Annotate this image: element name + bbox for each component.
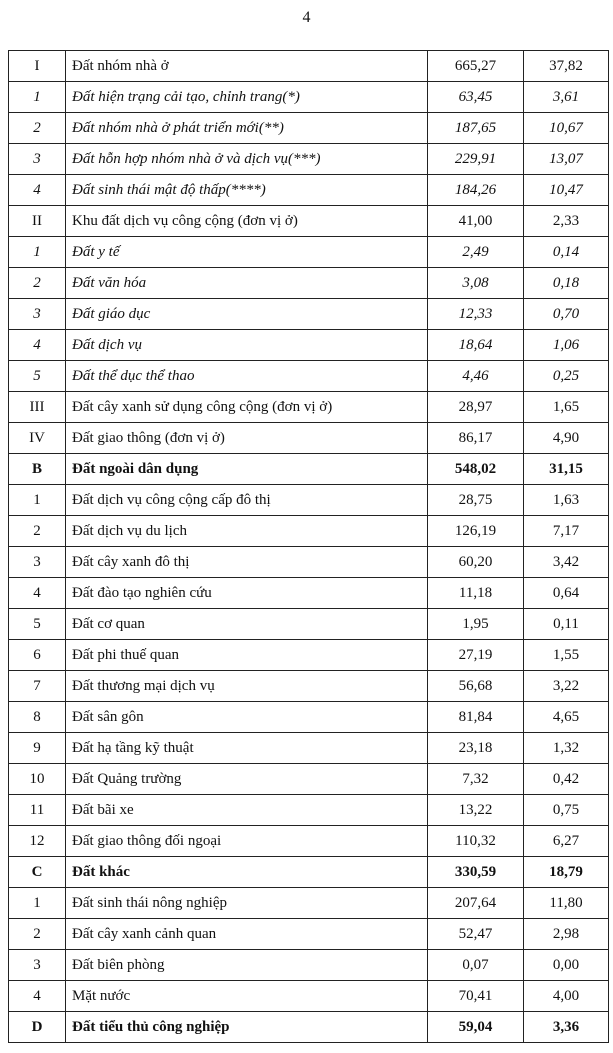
row-area: 1,95 (428, 609, 524, 640)
row-area: 59,04 (428, 1012, 524, 1043)
row-index: 1 (9, 237, 66, 268)
table-row (9, 795, 609, 826)
table-row (9, 547, 609, 578)
row-land-type: Đất y tế (66, 237, 428, 268)
row-percent: 0,18 (524, 268, 609, 299)
row-land-type: Đất cơ quan (66, 609, 428, 640)
row-area: 63,45 (428, 82, 524, 113)
row-area: 126,19 (428, 516, 524, 547)
row-land-type: Đất bãi xe (66, 795, 428, 826)
row-percent: 3,42 (524, 547, 609, 578)
row-percent: 10,47 (524, 175, 609, 206)
row-percent: 37,82 (524, 51, 609, 82)
row-percent: 0,70 (524, 299, 609, 330)
table-row (9, 330, 609, 361)
table-row (9, 640, 609, 671)
row-index: C (9, 857, 66, 888)
row-area: 56,68 (428, 671, 524, 702)
row-land-type: Đất dịch vụ (66, 330, 428, 361)
row-land-type: Đất nhóm nhà ở (66, 51, 428, 82)
row-percent: 0,11 (524, 609, 609, 640)
table-row (9, 113, 609, 144)
row-land-type: Đất dịch vụ du lịch (66, 516, 428, 547)
table-row (9, 733, 609, 764)
row-index: 3 (9, 950, 66, 981)
row-area: 27,19 (428, 640, 524, 671)
row-land-type: Đất nhóm nhà ở phát triển mới(**) (66, 113, 428, 144)
row-percent: 3,22 (524, 671, 609, 702)
row-index: 2 (9, 113, 66, 144)
row-area: 23,18 (428, 733, 524, 764)
row-percent: 0,75 (524, 795, 609, 826)
row-area: 0,07 (428, 950, 524, 981)
row-index: B (9, 454, 66, 485)
row-percent: 0,25 (524, 361, 609, 392)
row-percent: 7,17 (524, 516, 609, 547)
row-percent: 18,79 (524, 857, 609, 888)
row-index: D (9, 1012, 66, 1043)
row-area: 11,18 (428, 578, 524, 609)
table-row (9, 826, 609, 857)
row-index: 3 (9, 547, 66, 578)
row-percent: 0,00 (524, 950, 609, 981)
row-area: 81,84 (428, 702, 524, 733)
row-index: 4 (9, 175, 66, 206)
row-index: 9 (9, 733, 66, 764)
table-row (9, 82, 609, 113)
row-land-type: Đất cây xanh đô thị (66, 547, 428, 578)
table-row (9, 485, 609, 516)
row-index: 7 (9, 671, 66, 702)
row-area: 229,91 (428, 144, 524, 175)
row-land-type: Đất thể dục thể thao (66, 361, 428, 392)
row-percent: 2,33 (524, 206, 609, 237)
row-area: 187,65 (428, 113, 524, 144)
table-row (9, 423, 609, 454)
row-index: 5 (9, 361, 66, 392)
row-land-type: Đất cây xanh sử dụng công cộng (đơn vị ở) (66, 392, 428, 423)
row-percent: 0,64 (524, 578, 609, 609)
row-land-type: Đất sinh thái mật độ thấp(****) (66, 175, 428, 206)
row-land-type: Đất giao thông (đơn vị ở) (66, 423, 428, 454)
row-index: 1 (9, 888, 66, 919)
row-land-type: Đất khác (66, 857, 428, 888)
row-land-type: Đất biên phòng (66, 950, 428, 981)
row-percent: 13,07 (524, 144, 609, 175)
row-percent: 1,65 (524, 392, 609, 423)
row-area: 18,64 (428, 330, 524, 361)
row-percent: 4,65 (524, 702, 609, 733)
row-area: 207,64 (428, 888, 524, 919)
row-percent: 1,63 (524, 485, 609, 516)
table-row (9, 144, 609, 175)
row-land-type: Đất hiện trạng cải tạo, chỉnh trang(*) (66, 82, 428, 113)
row-percent: 1,06 (524, 330, 609, 361)
table-row (9, 609, 609, 640)
row-index: I (9, 51, 66, 82)
row-index: 11 (9, 795, 66, 826)
row-percent: 1,32 (524, 733, 609, 764)
row-land-type: Đất Quảng trường (66, 764, 428, 795)
row-index: 4 (9, 981, 66, 1012)
row-land-type: Đất văn hóa (66, 268, 428, 299)
row-index: 12 (9, 826, 66, 857)
table-row (9, 919, 609, 950)
row-area: 70,41 (428, 981, 524, 1012)
row-area: 4,46 (428, 361, 524, 392)
row-area: 184,26 (428, 175, 524, 206)
table-row (9, 702, 609, 733)
row-area: 330,59 (428, 857, 524, 888)
row-index: 1 (9, 82, 66, 113)
table-row (9, 268, 609, 299)
row-land-type: Khu đất dịch vụ công cộng (đơn vị ở) (66, 206, 428, 237)
row-index: 3 (9, 299, 66, 330)
row-index: 4 (9, 330, 66, 361)
table-row (9, 392, 609, 423)
row-percent: 1,55 (524, 640, 609, 671)
table-row (9, 299, 609, 330)
row-area: 3,08 (428, 268, 524, 299)
row-area: 60,20 (428, 547, 524, 578)
row-land-type: Mặt nước (66, 981, 428, 1012)
table-row (9, 237, 609, 268)
row-percent: 3,36 (524, 1012, 609, 1043)
table-row (9, 764, 609, 795)
row-land-type: Đất giáo dục (66, 299, 428, 330)
table-row (9, 175, 609, 206)
row-index: 6 (9, 640, 66, 671)
row-land-type: Đất đào tạo nghiên cứu (66, 578, 428, 609)
row-area: 28,97 (428, 392, 524, 423)
row-percent: 4,00 (524, 981, 609, 1012)
row-land-type: Đất hạ tầng kỹ thuật (66, 733, 428, 764)
table-row (9, 671, 609, 702)
table-row (9, 454, 609, 485)
row-index: 1 (9, 485, 66, 516)
row-index: IV (9, 423, 66, 454)
row-area: 41,00 (428, 206, 524, 237)
row-index: 2 (9, 516, 66, 547)
row-land-type: Đất hỗn hợp nhóm nhà ở và dịch vụ(***) (66, 144, 428, 175)
row-area: 548,02 (428, 454, 524, 485)
row-area: 110,32 (428, 826, 524, 857)
table-row (9, 857, 609, 888)
row-index: 10 (9, 764, 66, 795)
table-row (9, 578, 609, 609)
row-percent: 0,42 (524, 764, 609, 795)
row-area: 28,75 (428, 485, 524, 516)
land-use-table-body (9, 51, 609, 1043)
table-row (9, 981, 609, 1012)
row-percent: 0,14 (524, 237, 609, 268)
row-land-type: Đất giao thông đối ngoại (66, 826, 428, 857)
row-area: 52,47 (428, 919, 524, 950)
row-land-type: Đất thương mại dịch vụ (66, 671, 428, 702)
row-land-type: Đất cây xanh cảnh quan (66, 919, 428, 950)
row-index: 5 (9, 609, 66, 640)
row-percent: 10,67 (524, 113, 609, 144)
page-number: 4 (302, 9, 311, 26)
table-row (9, 361, 609, 392)
row-index: 2 (9, 919, 66, 950)
row-area: 2,49 (428, 237, 524, 268)
row-area: 86,17 (428, 423, 524, 454)
row-area: 13,22 (428, 795, 524, 826)
row-index: 2 (9, 268, 66, 299)
row-index: II (9, 206, 66, 237)
row-land-type: Đất tiểu thủ công nghiệp (66, 1012, 428, 1043)
table-row (9, 516, 609, 547)
table-row (9, 950, 609, 981)
row-percent: 6,27 (524, 826, 609, 857)
land-use-table (8, 50, 609, 1043)
table-row (9, 206, 609, 237)
row-land-type: Đất phi thuế quan (66, 640, 428, 671)
row-index: III (9, 392, 66, 423)
row-index: 3 (9, 144, 66, 175)
table-row (9, 51, 609, 82)
row-index: 4 (9, 578, 66, 609)
row-land-type: Đất sân gôn (66, 702, 428, 733)
table-row (9, 888, 609, 919)
row-percent: 31,15 (524, 454, 609, 485)
row-percent: 2,98 (524, 919, 609, 950)
row-area: 7,32 (428, 764, 524, 795)
row-land-type: Đất ngoài dân dụng (66, 454, 428, 485)
row-percent: 3,61 (524, 82, 609, 113)
table-row (9, 1012, 609, 1043)
row-index: 8 (9, 702, 66, 733)
row-land-type: Đất dịch vụ công cộng cấp đô thị (66, 485, 428, 516)
row-land-type: Đất sinh thái nông nghiệp (66, 888, 428, 919)
row-area: 12,33 (428, 299, 524, 330)
row-percent: 4,90 (524, 423, 609, 454)
row-area: 665,27 (428, 51, 524, 82)
row-percent: 11,80 (524, 888, 609, 919)
